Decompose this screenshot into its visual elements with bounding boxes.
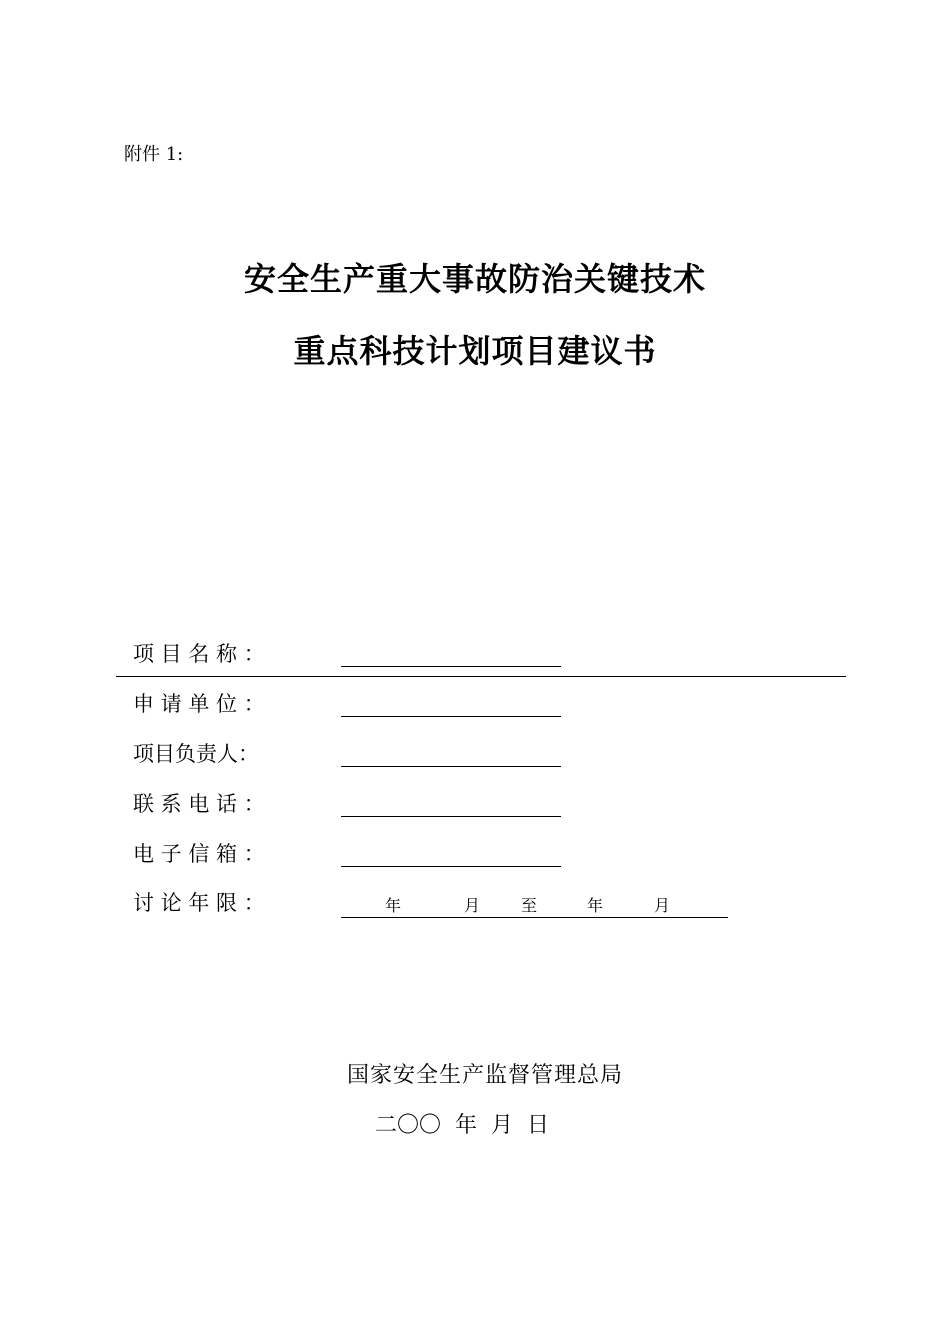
period-month-end: 月 bbox=[654, 896, 671, 915]
project-leader-blank[interactable] bbox=[341, 766, 561, 767]
issue-date: 二〇〇 年 月 日 bbox=[375, 1113, 549, 1138]
contact-phone-blank[interactable] bbox=[341, 816, 561, 817]
field-label-discussion-period: 讨 论 年 限 ： bbox=[133, 891, 265, 915]
document-title-line-2: 重点科技计划项目建议书 bbox=[293, 332, 657, 370]
period-month-start: 月 bbox=[464, 896, 481, 915]
attachment-label: 附件 1: bbox=[124, 144, 184, 165]
issuing-authority: 国家安全生产监督管理总局 bbox=[346, 1063, 623, 1088]
document-title-line-1: 安全生产重大事故防治关键技术 bbox=[243, 260, 706, 298]
field-label-email: 电 子 信 箱 ： bbox=[133, 842, 265, 866]
field-label-applicant-unit: 申 请 单 位 ： bbox=[133, 692, 265, 716]
field-email bbox=[133, 840, 833, 870]
period-year-end: 年 bbox=[587, 896, 604, 915]
period-year-start: 年 bbox=[385, 896, 402, 915]
applicant-unit-blank[interactable] bbox=[341, 716, 561, 717]
project-name-blank[interactable] bbox=[341, 666, 561, 667]
horizontal-divider bbox=[116, 676, 846, 677]
field-label-project-leader: 项目负责人： bbox=[133, 742, 259, 766]
field-discussion-period bbox=[133, 889, 833, 919]
field-contact-phone bbox=[133, 790, 833, 820]
field-project-name bbox=[133, 640, 833, 670]
email-blank[interactable] bbox=[341, 866, 561, 867]
period-blank[interactable] bbox=[341, 889, 728, 918]
field-label-project-name: 项 目 名 称 ： bbox=[133, 642, 265, 666]
field-label-contact-phone: 联 系 电 话 ： bbox=[133, 792, 265, 816]
period-to: 至 bbox=[521, 896, 538, 915]
field-project-leader bbox=[133, 740, 833, 770]
field-applicant-unit bbox=[133, 690, 833, 720]
